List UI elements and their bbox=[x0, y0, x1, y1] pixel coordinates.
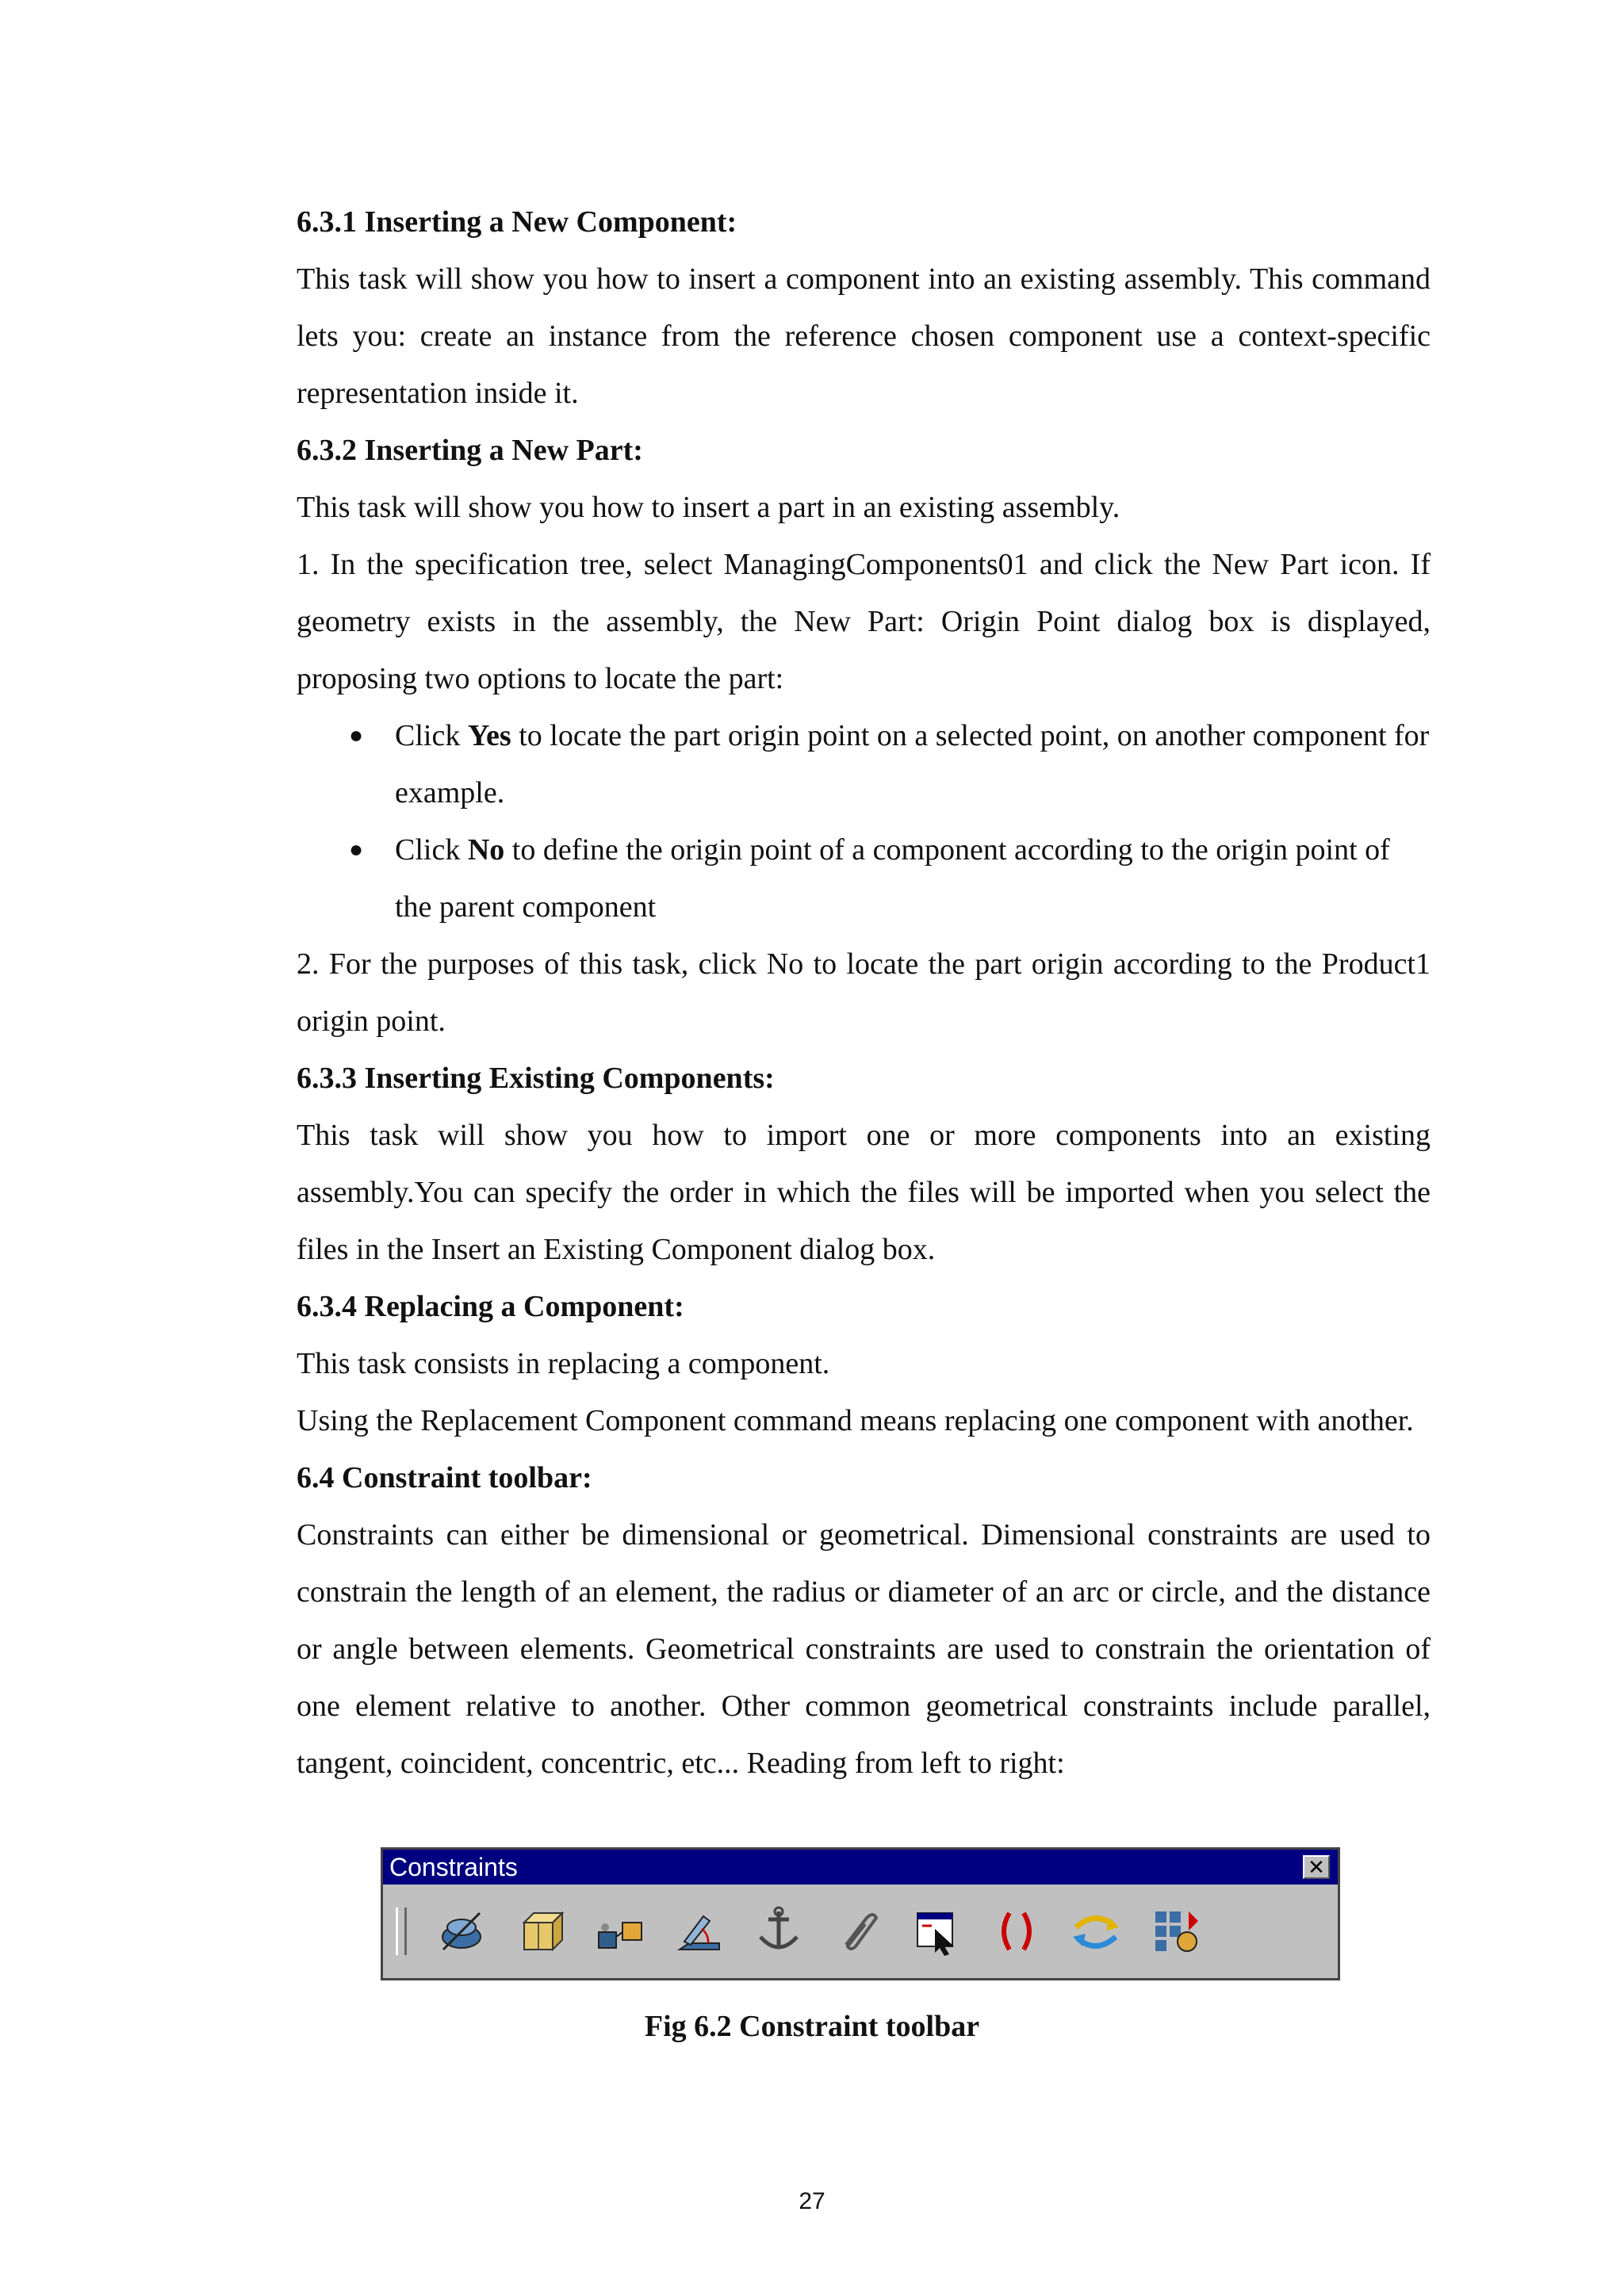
constraints-toolbar-image bbox=[381, 1847, 1340, 1980]
section-heading-6-3-3: 6.3.3 Inserting Existing Components: bbox=[297, 1062, 775, 1095]
list-item-yes bbox=[297, 707, 1431, 821]
section-heading-6-4: 6.4 Constraint toolbar: bbox=[297, 1461, 592, 1494]
bullet-bold-no: No bbox=[467, 833, 505, 867]
quick-constraint-icon bbox=[911, 1905, 963, 1957]
contact-icon bbox=[515, 1905, 567, 1957]
coincidence-icon bbox=[435, 1905, 488, 1957]
fix-icon bbox=[753, 1905, 805, 1957]
toolbar-grip bbox=[396, 1908, 407, 1955]
bullet-text-pre: Click bbox=[395, 833, 468, 867]
bullet-icon: ● bbox=[349, 836, 364, 863]
page-body bbox=[297, 193, 1431, 1792]
close-icon: ✕ bbox=[1303, 1855, 1330, 1879]
paragraph-6-3-2-step1: 1. In the specification tree, select ManagingComponents01 and click the New Part icon. If geometry exists in the assembly, the New Part: Origin Point dialog box is displayed, proposing two options to locate the part: bbox=[297, 548, 1431, 695]
offset-icon bbox=[594, 1905, 646, 1957]
paragraph-6-4: Constraints can either be dimensional or geometrical. Dimensional constraints are used to constrain the length of an element, the radius or diameter of an arc or circle, and the distance or angle between elements. Geometrical constraints are used to constrain the orientation of one element relative to another. Other common geometrical constraints include parallel, tangent, coincident, concentric, etc... Reading from left to right: bbox=[297, 1518, 1431, 1780]
toolbar-icon-row bbox=[383, 1885, 1338, 1978]
toolbar-titlebar bbox=[383, 1850, 1338, 1885]
section-heading-6-3-1: 6.3.1 Inserting a New Component: bbox=[297, 205, 737, 239]
paragraph-6-3-4-b: Using the Replacement Component command means replacing one component with another. bbox=[297, 1404, 1414, 1437]
bullet-icon: ● bbox=[349, 722, 364, 748]
paragraph-6-3-1: This task will show you how to insert a component into an existing assembly. This command lets you: create an instance from the reference chosen component use a context-specific representation inside it. bbox=[297, 262, 1431, 410]
bullet-text-pre: Click bbox=[395, 719, 468, 752]
reuse-pattern-icon bbox=[1149, 1905, 1201, 1957]
figure-caption: Fig 6.2 Constraint toolbar bbox=[644, 2010, 980, 2043]
section-heading-6-3-4: 6.3.4 Replacing a Component: bbox=[297, 1290, 684, 1323]
list-item-no bbox=[297, 821, 1431, 936]
options-list bbox=[297, 707, 1431, 936]
page-number: 27 bbox=[799, 2188, 825, 2214]
paragraph-6-3-2-step2: 2. For the purposes of this task, click No to locate the part origin according to the Product1 origin point. bbox=[297, 947, 1431, 1038]
flexible-rigid-icon bbox=[990, 1905, 1043, 1957]
bullet-text-post: to locate the part origin point on a selected point, on another component for example. bbox=[395, 719, 1430, 809]
toolbar-title: Constraints bbox=[389, 1852, 518, 1881]
bullet-text-post: to define the origin point of a component according to the origin point of the parent component bbox=[395, 833, 1390, 924]
angle-icon bbox=[673, 1905, 726, 1957]
paragraph-6-3-4-a: This task consists in replacing a component. bbox=[297, 1347, 830, 1380]
change-constraint-icon bbox=[1070, 1905, 1122, 1957]
bullet-bold-yes: Yes bbox=[467, 719, 511, 752]
paragraph-6-3-3: This task will show you how to import one or more components into an existing assembly.You can specify the order in which the files will be imported when you select the files in the Insert an Existing Component dialog box. bbox=[297, 1119, 1431, 1266]
paragraph-6-3-2-intro: This task will show you how to insert a part in an existing assembly. bbox=[297, 491, 1120, 524]
section-heading-6-3-2: 6.3.2 Inserting a New Part: bbox=[297, 434, 643, 467]
fix-together-icon bbox=[832, 1905, 884, 1957]
